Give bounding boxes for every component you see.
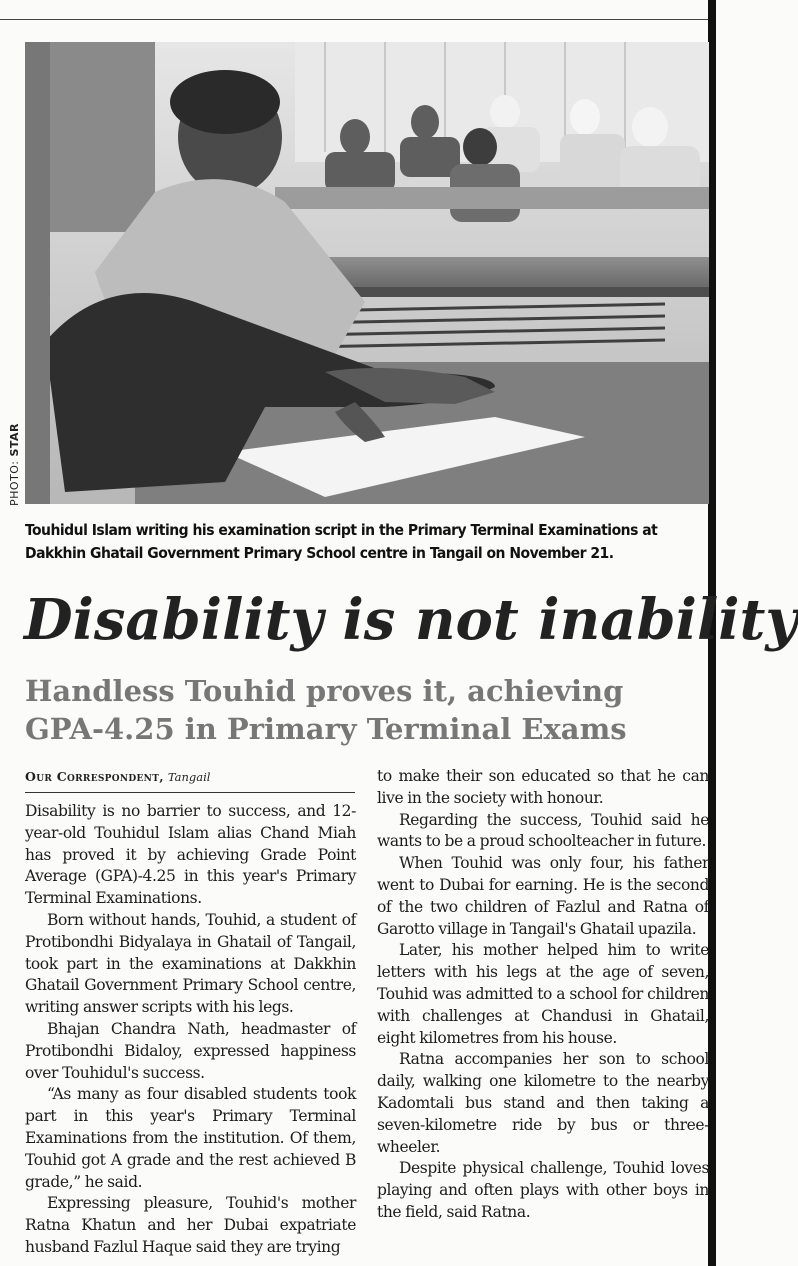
news-photo [25,42,709,504]
byline-rule [25,792,355,793]
article-column-right [377,766,709,1224]
paragraph: Later, his mother helped him to write letters with his legs at the age of seven, Touhid was admitted to a school for children with challenges at Chandusi in Ghatail, eight kilometres from his house. [377,941,709,1047]
paragraph: Expressing pleasure, Touhid's mother Ratna Khatun and her Dubai expatriate husband Fazlul Haque said they are trying [25,1194,356,1256]
photo-credit [8,423,21,506]
paragraph: Despite physical challenge, Touhid loves playing and often plays with other boys in the field, said Ratna. [377,1159,709,1221]
article-column-left [25,801,356,1259]
photo-caption: Touhidul Islam writing his examination script in the Primary Terminal Examinations at Dakkhin Ghatail Government Primary School centre in Tangail on November 21. [25,521,658,562]
byline-location: Tangail [167,770,211,784]
photo-credit-prefix: PHOTO: [8,460,21,506]
paragraph: Regarding the success, Touhid said he wants to be a proud schoolteacher in future. [377,810,709,851]
paragraph: Disability is no barrier to success, and 12-year-old Touhidul Islam alias Chand Miah has proved it by achieving Grade Point Average (GPA)-4.25 in this year's Primary Terminal Examinations. [25,802,356,908]
paragraph: When Touhid was only four, his father went to Dubai for earning. He is the second of the two children of Fazlul and Ratna of Garotto village in Tangail's Ghatail upazila. [377,854,709,938]
paragraph: Bhajan Chandra Nath, headmaster of Protibondhi Bidaloy, expressed happiness over Touhidul's success. [25,1019,356,1082]
paragraph: “As many as four disabled students took part in this year's Primary Terminal Examinations from the institution. Of them, Touhid got A grade and the rest achieved B grade,” he said. [25,1085,356,1191]
headline: Disability is not inability [24,587,798,653]
top-rule [0,19,708,20]
paragraph: Ratna accompanies her son to school daily, walking one kilometre to the nearby Kadomtali bus stand and then taking a seven-kilometre ride by bus or three-wheeler. [377,1050,709,1156]
byline-author: Our Correspondent, [25,769,164,784]
classroom-photo-illustration [25,42,709,504]
paragraph: Born without hands, Touhid, a student of Protibondhi Bidyalaya in Ghatail of Tangail, took part in the examinations at Dakkhin Ghatail Government Primary School centre, writing answer scripts with his legs. [25,910,356,1017]
subheadline: Handless Touhid proves it, achieving GPA-4.25 in Primary Terminal Exams [25,674,627,746]
byline [25,769,355,784]
paragraph: to make their son educated so that he can live in the society with honour. [377,767,709,807]
photo-credit-source: STAR [8,422,21,457]
